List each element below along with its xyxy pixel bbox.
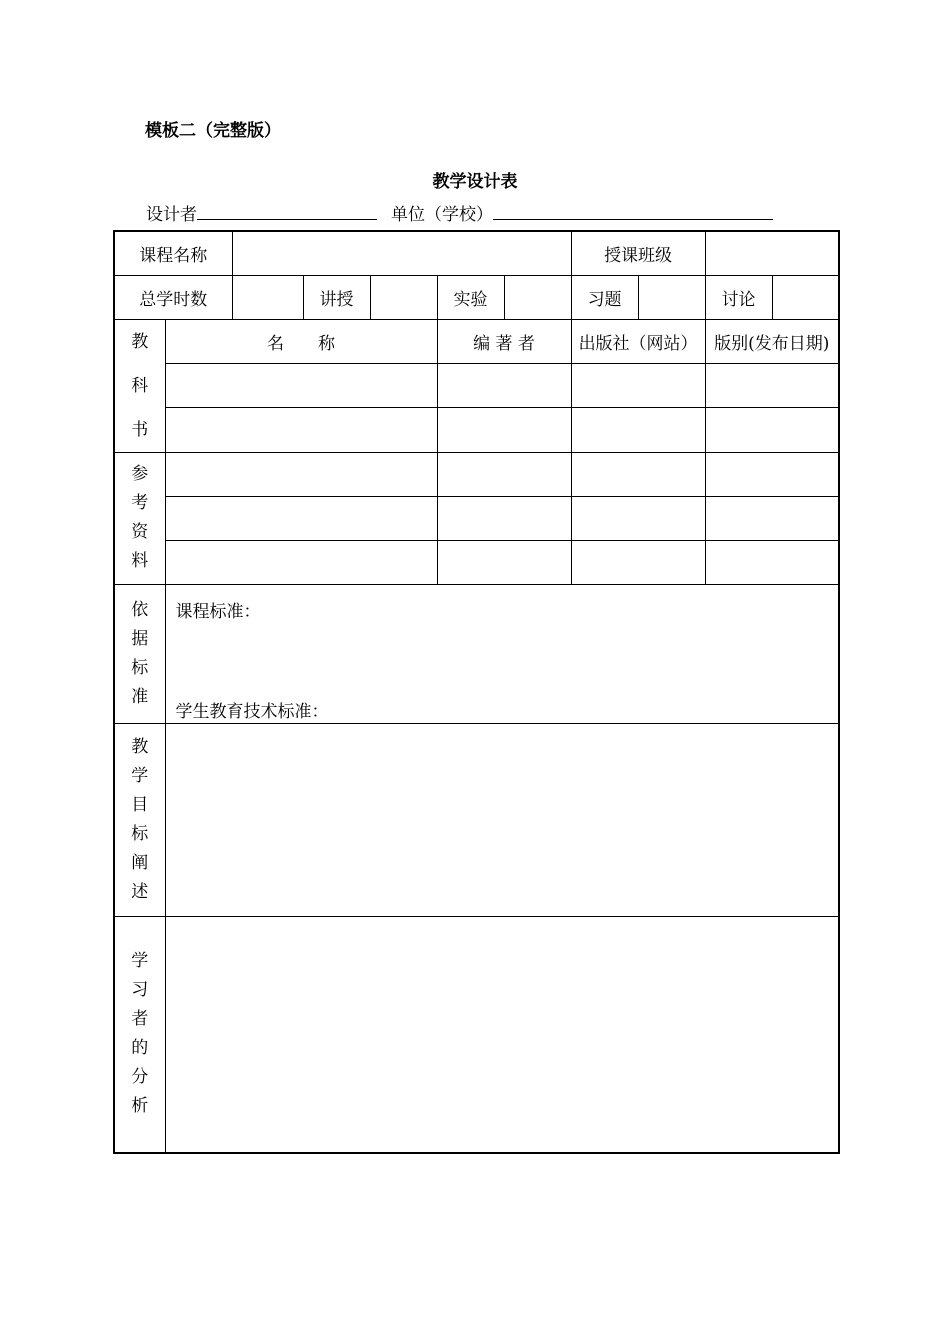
lecture-label: 讲授: [303, 275, 370, 319]
reference-name-cell[interactable]: [165, 452, 437, 496]
textbook-edition-cell[interactable]: [705, 408, 839, 452]
goals-content-cell[interactable]: [165, 723, 839, 916]
textbook-author-cell[interactable]: [437, 363, 571, 407]
textbook-name-cell[interactable]: [165, 408, 437, 452]
designer-line: [146, 200, 773, 225]
col-edition-header: 版别(发布日期): [705, 319, 839, 363]
experiment-label: 实验: [437, 275, 504, 319]
reference-edition-cell[interactable]: [705, 452, 839, 496]
design-table: [113, 230, 840, 1154]
textbook-author-cell[interactable]: [437, 408, 571, 452]
reference-author-cell[interactable]: [437, 496, 571, 540]
reference-publisher-cell[interactable]: [571, 540, 705, 584]
template-title: 模板二（完整版）: [145, 121, 281, 141]
designer-blank[interactable]: [197, 201, 377, 220]
reference-name-cell[interactable]: [165, 496, 437, 540]
total-hours-label: 总学时数: [114, 275, 232, 319]
reference-label: 参 考 资 料: [114, 452, 165, 584]
document-title: 教学设计表: [432, 172, 518, 192]
experiment-cell[interactable]: [504, 275, 571, 319]
student-tech-standard-label: 学生教育技术标准：: [175, 701, 329, 722]
reference-publisher-cell[interactable]: [571, 496, 705, 540]
goals-label: 教 学 目 标 阐 述: [114, 723, 165, 916]
col-author-header: 编 著 者: [437, 319, 571, 363]
reference-author-cell[interactable]: [437, 540, 571, 584]
reference-edition-cell[interactable]: [705, 496, 839, 540]
col-publisher-header: 出版社（网站）: [571, 319, 705, 363]
learner-label: 学 习 者 的 分 析: [114, 916, 165, 1153]
exercise-cell[interactable]: [638, 275, 705, 319]
total-hours-cell[interactable]: [232, 275, 303, 319]
designer-label: 设计者: [146, 205, 197, 225]
reference-name-cell[interactable]: [165, 540, 437, 584]
discussion-cell[interactable]: [772, 275, 839, 319]
unit-blank[interactable]: [493, 201, 773, 220]
basis-label: 依 据 标 准: [114, 584, 165, 723]
textbook-label: 教 科 书: [114, 319, 165, 452]
textbook-publisher-cell[interactable]: [571, 363, 705, 407]
course-name-cell[interactable]: [232, 231, 571, 275]
reference-author-cell[interactable]: [437, 452, 571, 496]
discussion-label: 讨论: [705, 275, 772, 319]
class-label: 授课班级: [571, 231, 705, 275]
exercise-label: 习题: [571, 275, 638, 319]
textbook-name-cell[interactable]: [165, 363, 437, 407]
col-name-header: 名 称: [165, 319, 437, 363]
course-standard-label: 课程标准：: [175, 601, 261, 622]
course-name-label: 课程名称: [114, 231, 232, 275]
textbook-edition-cell[interactable]: [705, 363, 839, 407]
learner-content-cell[interactable]: [165, 916, 839, 1153]
reference-publisher-cell[interactable]: [571, 452, 705, 496]
textbook-publisher-cell[interactable]: [571, 408, 705, 452]
reference-edition-cell[interactable]: [705, 540, 839, 584]
basis-content-cell[interactable]: [165, 584, 839, 723]
unit-label: 单位（学校）: [391, 205, 493, 225]
lecture-cell[interactable]: [370, 275, 437, 319]
class-cell[interactable]: [705, 231, 839, 275]
